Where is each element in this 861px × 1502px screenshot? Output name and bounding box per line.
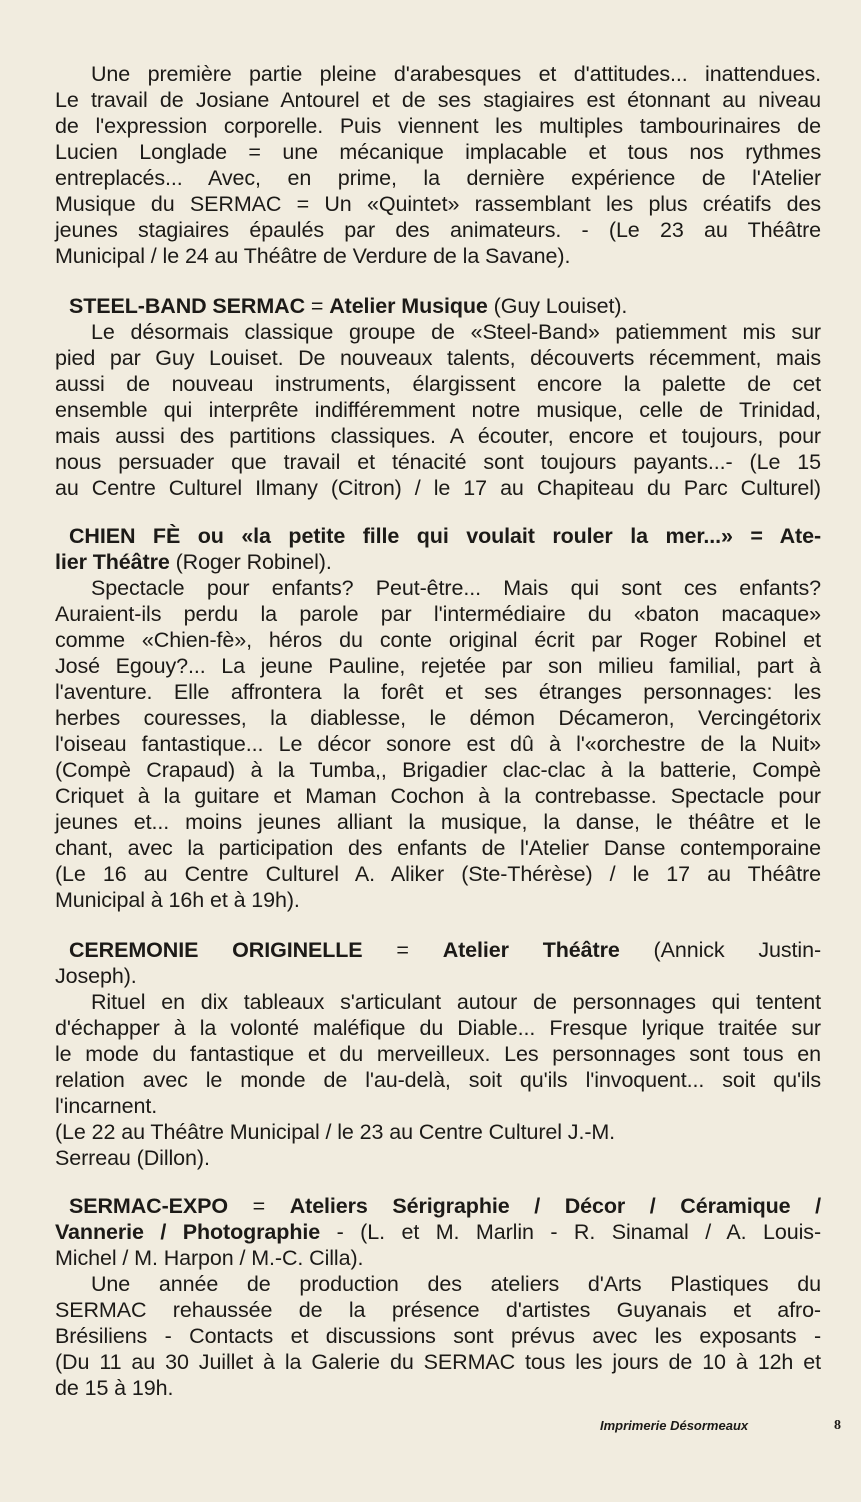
atelier-name: Atelier Théâtre [442,938,620,962]
equals-sign: = [227,1194,290,1218]
text-line: (Le 16 au Centre Culturel A. Aliker (Ste-Thérèse) / le 17 au Théâtre [55,862,821,886]
page-number: 8 [834,1418,841,1433]
text-line: de l'expression corporelle. Puis viennent les multiples tambourinaires de [55,114,821,138]
text-line: aussi de nouveau instruments, élargissent encore la palette de cet [55,372,821,396]
text-line: Brésiliens - Contacts et discussions sont prévus avec les exposants - [55,1324,821,1348]
credit: (Annick Justin- [619,938,822,962]
text-line: l'aventure. Elle affrontera la forêt et ses étranges personnages: les [55,680,821,704]
credit-cont: Michel / M. Harpon / M.-C. Cilla). [55,1246,364,1270]
text-line: (Le 22 au Théâtre Municipal / le 23 au Centre Culturel J.-M. [55,1120,616,1144]
credit-cont: Joseph). [55,964,137,988]
text-line: Lucien Longlade = une mécanique implacable et tous nos rythmes [55,140,821,164]
text-line: jeunes stagiaires épaulés par des animateurs. - (Le 23 au Théâtre [55,218,821,242]
text-line: chant, avec la participation des enfants de l'Atelier Danse contemporaine [55,836,821,860]
atelier-name: Ateliers Sérigraphie / Décor / Céramique / [289,1194,822,1218]
text-line: (Compè Crapaud) à la Tumba,, Brigadier clac-clac à la batterie, Compè [55,758,821,782]
section-chien-fe [55,523,821,913]
text-line: (Du 11 au 30 Juillet à la Galerie du SERMAC tous les jours de 10 à 12h et [55,1350,821,1374]
section-subtitle: ou «la petite fille qui voulait rouler la mer...» = Ate- [180,524,821,548]
printer-credit: Imprimerie Désormeaux [600,1418,749,1433]
text-line: ensemble qui interprête indifféremment notre musique, celle de Trinidad, [55,398,821,422]
section-heading [55,1193,821,1219]
text-line: Municipal à 16h et à 19h). [55,888,300,912]
section-sermac-expo [55,1193,821,1401]
text-line: comme «Chien-fè», héros du conte original écrit par Roger Robinel et [55,628,821,652]
credit: (Roger Robinel). [169,550,332,574]
text-line: Municipal / le 24 au Théâtre de Verdure de la Savane). [55,244,571,268]
text-line: herbes couresses, la diablesse, le démon Décameron, Vercingétorix [55,706,821,730]
section-title: CEREMONIE ORIGINELLE [69,938,363,962]
text-line: Serreau (Dillon). [55,1146,210,1170]
text-line: Spectacle pour enfants? Peut-être... Mais qui sont ces enfants? [91,576,821,600]
text-line: pied par Guy Louiset. De nouveaux talents, découverts récemment, mais [55,346,821,370]
section-title: STEEL-BAND SERMAC [69,294,305,318]
text-line: nous persuader que travail et ténacité sont toujours payants...- (Le 15 [55,450,821,474]
intro-paragraph [55,61,821,269]
text-line: Auraient-ils perdu la parole par l'intermédiaire du «baton macaque» [55,602,821,626]
text-line: Criquet à la guitare et Maman Cochon à la contrebasse. Spectacle pour [55,784,821,808]
text-line: José Egouy?... La jeune Pauline, rejetée par son milieu familial, part à [55,654,821,678]
text-line: Le désormais classique groupe de «Steel-Band» patiemment mis sur [91,320,821,344]
text-line: d'échapper à la volonté maléfique du Diable... Fresque lyrique traitée sur [55,1016,821,1040]
section-heading [55,937,821,963]
section-title: CHIEN FÈ [69,524,181,548]
atelier-name: Atelier Musique [329,294,488,318]
section-ceremonie [55,937,821,1171]
text-line: jeunes et... moins jeunes alliant la musique, la danse, le théâtre et le [55,810,821,834]
credit: - (L. et M. Marlin - R. Sinamal / A. Louis- [320,1220,822,1244]
equals-sign: = [362,938,443,962]
text-line: relation avec le monde de l'au-delà, soit qu'ils l'invoquent... soit qu'ils [55,1068,821,1092]
section-title: SERMAC-EXPO [69,1194,228,1218]
section-heading-cont [55,1219,821,1245]
text-line: de 15 à 19h. [55,1376,174,1400]
text-line: au Centre Culturel Ilmany (Citron) / le 17 au Chapiteau du Parc Culturel) [55,476,821,500]
text-line: Le travail de Josiane Antourel et de ses stagiaires est étonnant au niveau [55,88,821,112]
text-line: entreplacés... Avec, en prime, la dernière expérience de l'Atelier [55,166,821,190]
atelier-name-cont: Vannerie / Photographie [55,1220,321,1244]
text-line: mais aussi des partitions classiques. A écouter, encore et toujours, pour [55,424,821,448]
text-line: Musique du SERMAC = Un «Quintet» rassemblant les plus créatifs des [55,192,821,216]
text-line: l'incarnent. [55,1094,158,1118]
equals-sign: = [305,294,330,318]
text-line: Une année de production des ateliers d'Arts Plastiques du [91,1272,821,1296]
section-heading [55,523,821,549]
section-heading [55,293,821,319]
atelier-name: lier Théâtre [55,550,170,574]
section-steel-band [55,293,821,501]
text-line: le mode du fantastique et du merveilleux. Les personnages sont tous en [55,1042,821,1066]
text-line: l'oiseau fantastique... Le décor sonore est dû à l'«orchestre de la Nuit» [55,732,821,756]
text-line: Une première partie pleine d'arabesques et d'attitudes... inattendues. [91,62,821,86]
text-line: SERMAC rehaussée de la présence d'artistes Guyanais et afro- [55,1298,821,1322]
section-heading-cont [55,549,821,575]
text-line: Rituel en dix tableaux s'articulant autour de personnages qui tentent [91,990,821,1014]
credit: (Guy Louiset). [487,294,628,318]
